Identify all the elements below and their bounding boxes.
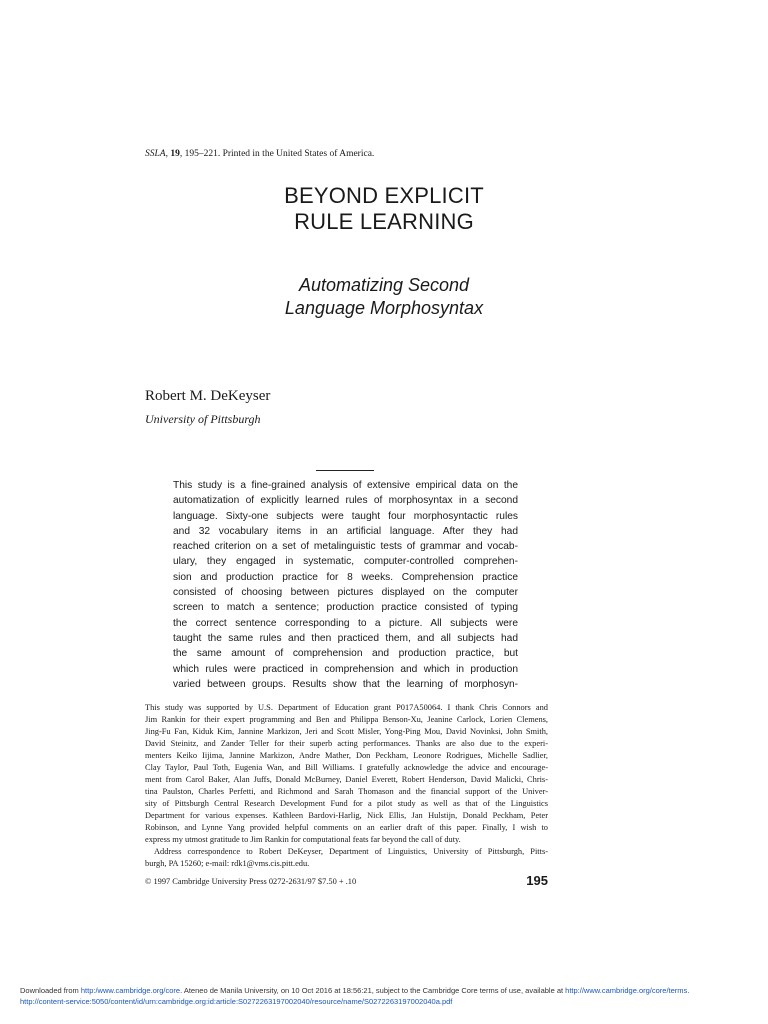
abstract-line: screen to match a sentence; production practice consisted of typing xyxy=(173,602,518,614)
footnote-line: Jim Rankin for their expert programming and Ben and Philippa Benson-Xu, Jeanine Carlock, Lorien Clemens, xyxy=(145,715,548,724)
footnote-line: express my utmost gratitude to Jim Rankin for computational feats far beyond the call of duty. xyxy=(145,835,461,844)
journal-pages: 195–221. Printed in the United States of America. xyxy=(184,149,375,159)
abstract-line: the same amount of comprehension and production practice, but xyxy=(173,648,518,660)
abstract-line: the correct sentence corresponding to a picture. All subjects were xyxy=(173,617,518,629)
footnote-line: Robinson, and Lynne Yang provided helpful comments on an earlier draft of this paper. Finally, I wish to xyxy=(145,823,548,832)
article-subtitle-line-1: Automatizing Second xyxy=(298,275,470,295)
article-subtitle-line-2: Language Morphosyntax xyxy=(284,298,484,318)
article-title-line-1: BEYOND EXPLICIT xyxy=(284,183,484,208)
footnote-line: Department for various expenses. Kathleen Bardovi-Harlig, Nick Ellis, Jan Hulstijn, Donald Peckham, Peter xyxy=(145,811,548,820)
abstract-line: taught the same rules and then practiced them, and all subjects had xyxy=(173,632,518,644)
download-notice-line-1 xyxy=(20,985,760,996)
abstract-line: consisted of choosing between pictures displayed on the computer xyxy=(173,587,518,599)
footnote-line: ment from Carol Baker, Alan Juffs, Donald McBurney, Daniel Everett, Robert Henderson, David Malicki, Chris- xyxy=(145,775,548,784)
article-pdf-link[interactable]: http://content-service:5050/content/id/urn:cambridge.org:id:article:S0272263197002040/resource/name/S0272263197002040a.pdf xyxy=(20,997,453,1006)
footnote-line: Clay Taylor, Paul Toth, Eugenia Wan, and Bill Williams. I gratefully acknowledge the advice and encourage- xyxy=(145,763,548,772)
footnote-line: tina Paulston, Charles Perfetti, and Richmond and Sarah Thomason and the financial support of the Univer- xyxy=(145,787,548,796)
abstract xyxy=(173,478,518,692)
footnote-line: menters Keiko Iijima, Jannine Markizon, Andre Mather, Don Peckham, Leonore Rodrigues, Michelle Sadlier, xyxy=(145,751,548,760)
author-name: Robert M. DeKeyser xyxy=(145,388,271,404)
abstract-line: This study is a fine-grained analysis of extensive empirical data on the xyxy=(173,480,518,491)
footnote-line: This study was supported by U.S. Department of Education grant P017A50064. I thank Chris Connors and xyxy=(145,703,548,712)
journal-volume: 19 xyxy=(170,149,180,159)
footnote-line: sity of Pittsburgh Central Research Development Fund for a pilot study as well as that of the Linguistics xyxy=(145,799,548,808)
abstract-line: sion and production practice for 8 weeks. Comprehension practice xyxy=(173,571,518,583)
abstract-divider xyxy=(316,470,374,471)
abstract-line: and 32 vocabulary items in an artificial language. After they had xyxy=(173,525,518,537)
footnote-line: Jing-Fu Fan, Kiduk Kim, Jannine Markizon, Jeri and Scott Misler, Yong-Ping Mou, David Novinksi, John Smith, xyxy=(145,727,548,736)
page-number: 195 xyxy=(526,873,548,888)
abstract-line: reached criterion on a set of metalinguistic tests of grammar and vocab- xyxy=(173,541,518,553)
abstract-line: varied between groups. Results show that the learning of morphosyn- xyxy=(173,678,518,690)
footnote-line: burgh, PA 15260; e-mail: rdk1@vms.cis.pitt.edu. xyxy=(145,859,310,868)
download-notice-line-2 xyxy=(20,996,760,1007)
download-notice xyxy=(20,985,760,1007)
author-affiliation: University of Pittsburgh xyxy=(145,412,261,426)
terms-of-use-link[interactable]: http://www.cambridge.org/core/terms xyxy=(565,986,688,995)
cambridge-core-link[interactable]: http:/www.cambridge.org/core xyxy=(80,986,181,995)
abstract-line: which rules were practiced in comprehension and which in production xyxy=(173,663,518,675)
journal-name: SSLA xyxy=(145,149,166,159)
acknowledgement-footnote xyxy=(145,702,548,870)
abstract-line: automatization of explicitly learned rules of morphosyntax in a second xyxy=(173,495,518,507)
abstract-line: language. Sixty-one subjects were taught four morphosyntactic rules xyxy=(173,510,518,522)
footnote-line: Address correspondence to Robert DeKeyser, Department of Linguistics, University of Pittsburgh, Pitts- xyxy=(154,847,548,856)
download-suffix: . xyxy=(687,986,690,995)
copyright-line: © 1997 Cambridge University Press 0272-2631/97 $7.50 + .10 xyxy=(145,877,357,886)
article-title-line-2: RULE LEARNING xyxy=(294,209,474,234)
download-middle: . Ateneo de Manila University, on 10 Oct 2016 at 18:56:21, subject to the Cambridge Core terms of use, available at xyxy=(180,986,566,995)
abstract-line: ulary, they engaged in systematic, computer-controlled comprehen- xyxy=(173,556,518,568)
download-prefix: Downloaded from xyxy=(20,986,81,995)
journal-citation: SSLA, 19, 195–221. Printed in the United States of America. xyxy=(145,149,375,159)
footnote-line: David Steinitz, and Zander Teller for their superb acting performances. Thanks are also due to the experi- xyxy=(145,739,548,748)
